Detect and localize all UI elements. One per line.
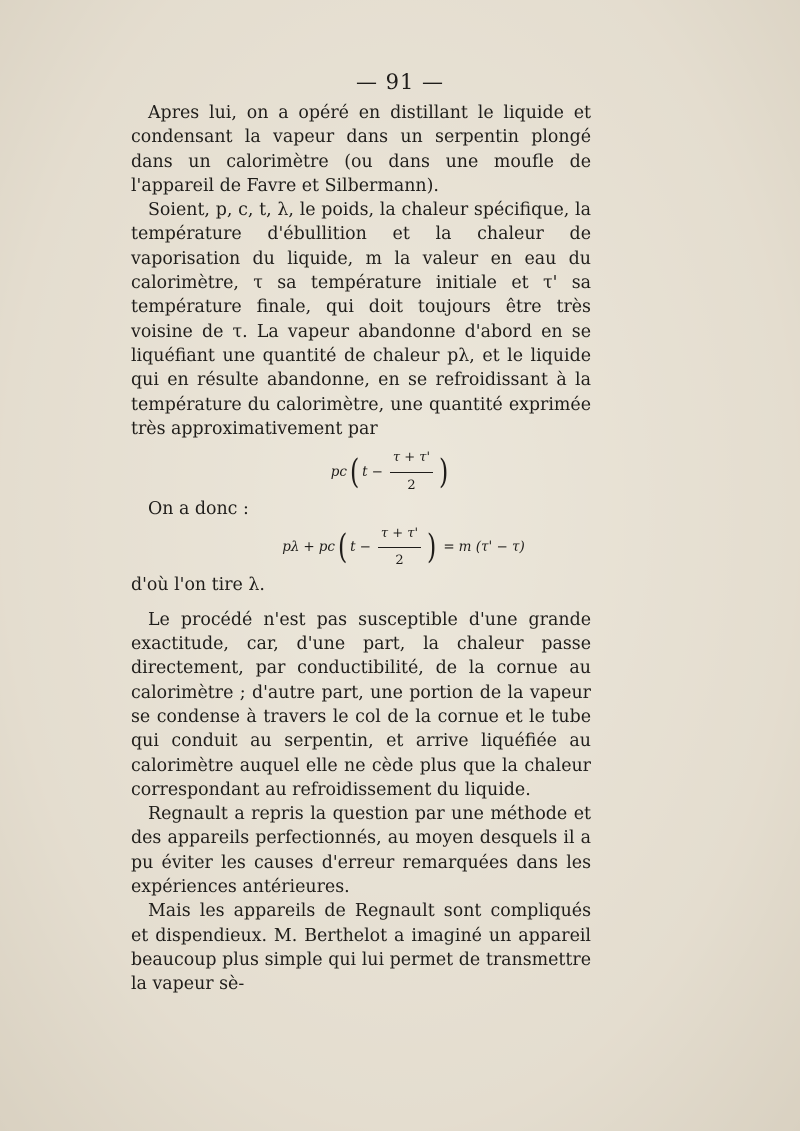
formula2-open-paren: ( xyxy=(337,527,348,568)
formula1-open-paren: ( xyxy=(349,452,360,493)
page-number: — 91 — xyxy=(355,70,445,94)
formula2-close-paren: ) xyxy=(427,527,437,568)
body-text xyxy=(131,101,591,997)
formula2-rhs: m (τ' − τ) xyxy=(458,539,525,556)
formula2-equals: = xyxy=(443,539,455,556)
formula2-plus: + xyxy=(303,539,315,556)
formula2-minus: − xyxy=(359,539,371,556)
formula-heat-liquid xyxy=(131,447,591,497)
paragraph-2: Soient, p, c, t, λ, le poids, la chaleur spécifique, la température d'ébullition et la chaleur de vaporisation du liquide, m la valeur en eau du calorimètre, τ sa température initiale et τ' sa température finale, qui doit toujours être très voisine de τ. La vapeur abandonne d'abord en se liquéfiant une quantité de chaleur pλ, et le liquide qui en résulte abandonne, en se refroidissant à la température du calorimètre, une quantité exprimée très approximativement par xyxy=(131,200,591,439)
formula1-minus: − xyxy=(371,464,383,480)
formula2-fraction xyxy=(378,522,421,574)
paragraph-7: Mais les appareils de Regnault sont compliqués et dispendieux. M. Berthelot a imaginé un appareil beaucoup plus simple qui lui permet de transmettre la vapeur sè- xyxy=(131,901,591,995)
formula2-denominator: 2 xyxy=(395,552,404,568)
paragraph-4: d'où l'on tire λ. xyxy=(131,575,265,596)
formula1-t: t xyxy=(362,464,368,480)
formula1-numerator: τ + τ' xyxy=(390,446,433,472)
paragraph-6: Regnault a repris la question par une méthode et des appareils perfectionnés, au moyen desquels il a pu éviter les causes d'erreur remarquées dans les expériences antérieures. xyxy=(131,804,591,898)
formula2-lhs-a: pλ xyxy=(282,539,300,556)
formula1-prefix: pc xyxy=(330,464,347,480)
formula2-lhs-b: pc xyxy=(318,539,335,556)
formula2-t: t xyxy=(350,539,356,556)
formula1-close-paren: ) xyxy=(439,452,449,493)
formula2-numerator: τ + τ' xyxy=(378,522,421,548)
formula-heat-balance xyxy=(131,521,591,573)
spacer xyxy=(131,598,591,608)
paragraph-3: On a donc : xyxy=(148,499,249,520)
paragraph-5: Le procédé n'est pas susceptible d'une grande exactitude, car, d'une part, la chaleur passe directement, par conductibilité, de la cornue au calorimètre ; d'autre part, une portion de la vapeur se condense à travers le col de la cornue et le tube qui conduit au serpentin, et arrive liquéfiée au calorimètre auquel elle ne cède plus que la chaleur correspondant au refroidissement du liquide. xyxy=(131,609,591,800)
formula1-fraction xyxy=(390,446,433,498)
formula1-denominator: 2 xyxy=(407,477,416,493)
paragraph-1: Apres lui, on a opéré en distillant le liquide et condensant la vapeur dans un serpentin plongé dans un calorimètre (ou dans une moufle de l'appareil de Favre et Silbermann). xyxy=(131,103,591,196)
